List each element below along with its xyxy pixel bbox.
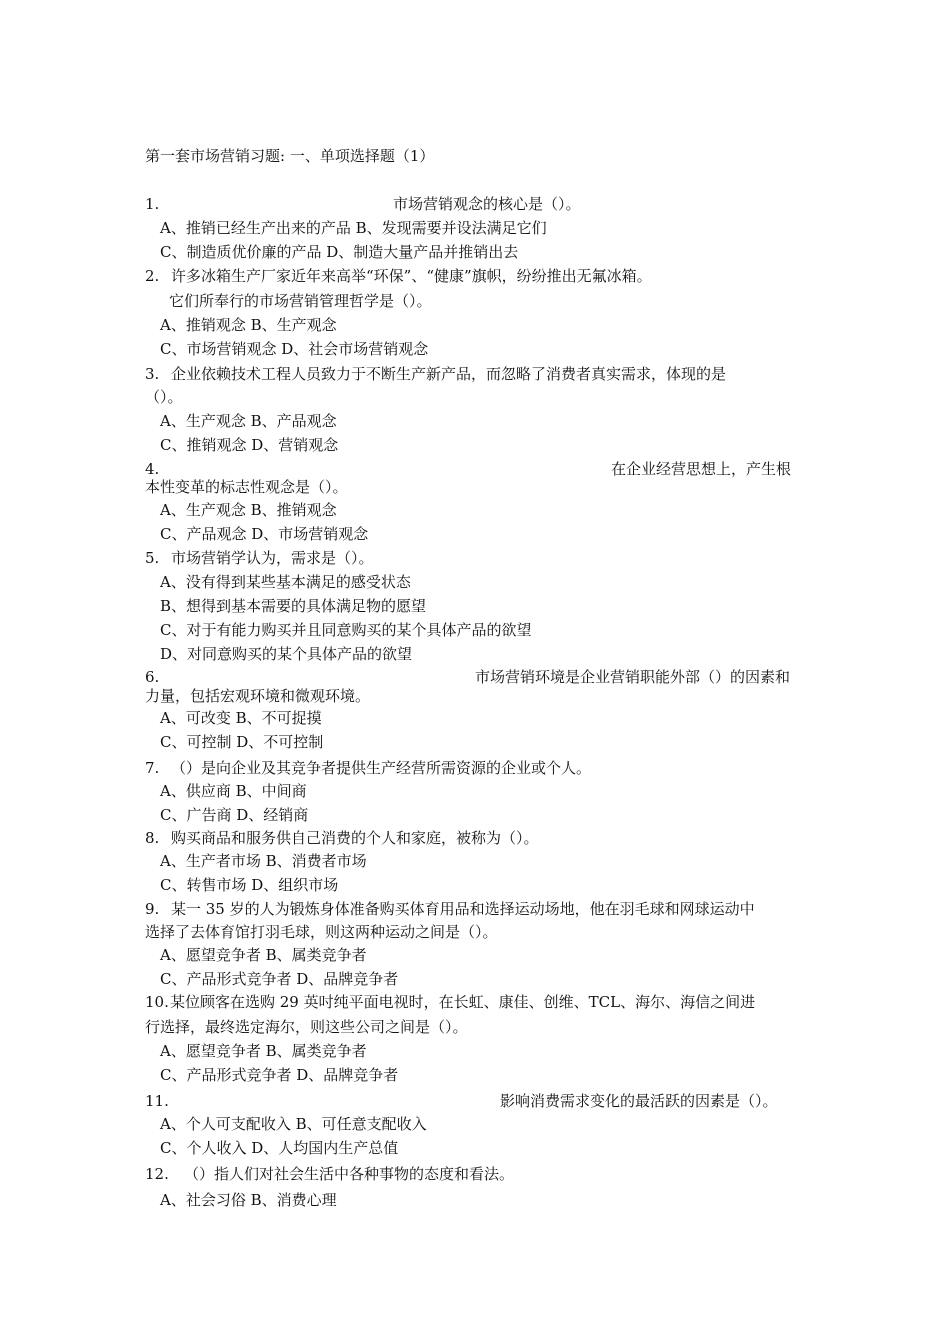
question-text-continued: 选择了去体育馆打羽毛球，则这两种运动之间是（）。 — [145, 923, 498, 941]
option-line: C、可控制 D、不可控制 — [160, 733, 324, 751]
question-number: 5. — [145, 549, 160, 567]
question-number: 1. — [145, 195, 160, 213]
option-line: A、可改变 B、不可捉摸 — [160, 709, 322, 727]
option-line: C、转售市场 D、组织市场 — [160, 876, 339, 894]
question-text: 购买商品和服务供自己消费的个人和家庭，被称为（）。 — [171, 829, 539, 847]
option-line: A、推销已经生产出来的产品 B、发现需要并设法满足它们 — [160, 219, 547, 237]
option-line: C、制造质优价廉的产品 D、制造大量产品并推销出去 — [160, 243, 519, 261]
question-text: 市场营销学认为，需求是（）。 — [171, 549, 374, 567]
option-line: A、生产观念 B、推销观念 — [160, 501, 337, 519]
option-line: B、想得到基本需要的具体满足物的愿望 — [160, 597, 427, 615]
option-line: C、产品形式竞争者 D、品牌竞争者 — [160, 1066, 399, 1084]
question-text: 许多冰箱生产厂家近年来高举“环保”、“健康”旗帜，纷纷推出无氟冰箱。 — [171, 267, 652, 285]
question-text-continued: 力量，包括宏观环境和微观环境。 — [145, 687, 371, 705]
question-number: 12. — [145, 1165, 169, 1183]
question-text-continued: 本性变革的标志性观念是（）。 — [145, 478, 348, 496]
option-line: A、愿望竞争者 B、属类竞争者 — [160, 946, 367, 964]
question-text-continued: 行选择，最终选定海尔，则这些公司之间是（）。 — [145, 1018, 468, 1036]
question-text: 市场营销观念的核心是（）。 — [393, 195, 581, 213]
question-number: 3. — [145, 365, 160, 383]
question-text: 影响消费需求变化的最活跃的因素是（）。 — [500, 1092, 778, 1110]
question-text: 在企业经营思想上，产生根 — [611, 460, 792, 478]
question-text: 企业依赖技术工程人员致力于不断生产新产品，而忽略了消费者真实需求，体现的是 — [171, 365, 727, 383]
question-text: 某位顾客在选购 29 英吋纯平面电视时，在长虹、康佳、创维、TCL、海尔、海信之间进 — [170, 993, 756, 1011]
question-text-continued: 它们所奉行的市场营销管理哲学是（）。 — [169, 292, 432, 310]
option-line: C、产品观念 D、市场营销观念 — [160, 525, 369, 543]
option-line: C、个人收入 D、人均国内生产总值 — [160, 1139, 399, 1157]
question-number: 11. — [145, 1092, 169, 1110]
option-line: C、推销观念 D、营销观念 — [160, 436, 339, 454]
option-line: C、市场营销观念 D、社会市场营销观念 — [160, 340, 429, 358]
question-text: 某一 35 岁的人为锻炼身体准备购买体育用品和选择运动场地，他在羽毛球和网球运动中 — [171, 900, 755, 918]
question-text: 市场营销环境是企业营销职能外部（）的因素和 — [475, 668, 791, 686]
question-number: 2. — [145, 267, 160, 285]
option-line: C、对于有能力购买并且同意购买的某个具体产品的欲望 — [160, 621, 532, 639]
option-line: A、社会习俗 B、消费心理 — [160, 1191, 337, 1209]
option-line: A、没有得到某些基本满足的感受状态 — [160, 573, 411, 591]
question-number: 10. — [145, 993, 169, 1011]
question-number: 4. — [145, 460, 160, 478]
question-number: 7. — [145, 759, 160, 777]
option-line: C、产品形式竞争者 D、品牌竞争者 — [160, 970, 399, 988]
page-title: 第一套市场营销习题: 一、单项选择题（1） — [145, 147, 435, 165]
question-text: （）是向企业及其竞争者提供生产经营所需资源的企业或个人。 — [171, 759, 592, 777]
option-line: C、广告商 D、经销商 — [160, 806, 309, 824]
option-line: A、生产者市场 B、消费者市场 — [160, 852, 367, 870]
option-line: A、供应商 B、中间商 — [160, 782, 307, 800]
option-line: A、推销观念 B、生产观念 — [160, 316, 337, 334]
option-line: A、愿望竞争者 B、属类竞争者 — [160, 1042, 367, 1060]
question-number: 9. — [145, 900, 160, 918]
option-line: D、对同意购买的某个具体产品的欲望 — [160, 645, 413, 663]
question-number: 8. — [145, 829, 160, 847]
question-text-continued: （）。 — [145, 388, 183, 406]
option-line: A、个人可支配收入 B、可任意支配收入 — [160, 1115, 427, 1133]
question-number: 6. — [145, 668, 160, 686]
option-line: A、生产观念 B、产品观念 — [160, 412, 337, 430]
question-text: （）指人们对社会生活中各种事物的态度和看法。 — [184, 1165, 515, 1183]
